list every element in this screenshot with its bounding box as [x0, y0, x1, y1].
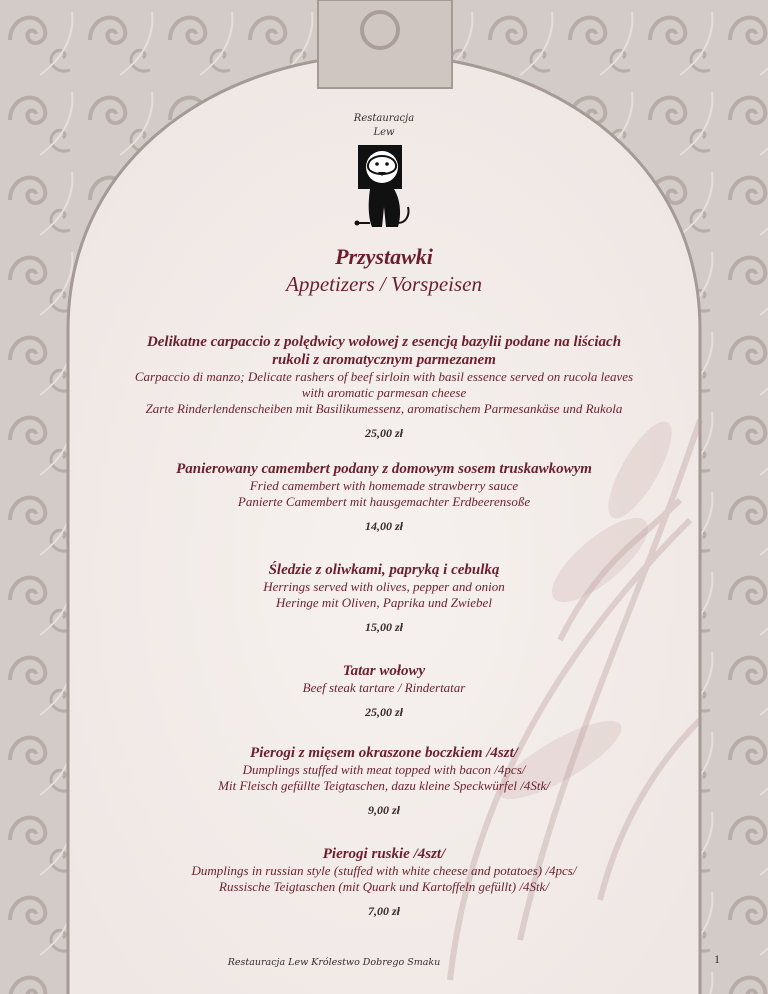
item-name-line: rukoli z aromatycznym parmezanem — [272, 352, 496, 368]
item-description — [70, 579, 698, 611]
item-desc-line: Fried camembert with homemade strawberry sauce — [249, 478, 519, 493]
item-desc-line: with aromatic parmesan cheese — [301, 385, 467, 400]
footer-text: Restauracja Lew Królestwo Dobrego Smaku — [227, 957, 441, 968]
item-name-line: Panierowany camembert podany z domowym sosem truskawkowym — [176, 461, 592, 477]
menu-item — [70, 662, 698, 720]
item-name — [70, 662, 698, 680]
item-name-line: Delikatne carpaccio z polędwicy wołowej z esencją bazylii podane na liściach — [146, 334, 622, 350]
section-subtitle: Appetizers / Vorspeisen — [286, 272, 482, 296]
item-price: 15,00 zł — [364, 620, 403, 634]
item-description — [70, 680, 698, 696]
item-description — [70, 478, 698, 510]
item-desc-line: Carpaccio di manzo; Delicate rashers of beef sirloin with basil essence served on rucola leaves — [134, 369, 634, 384]
item-desc-line: Zarte Rinderlendenscheiben mit Basilikumessenz, aromatischem Parmesankäse und Rukola — [145, 401, 623, 416]
logo-line-2: Lew — [373, 127, 395, 138]
item-price: 25,00 zł — [364, 426, 403, 440]
item-desc-line: Dumplings in russian style (stuffed with white cheese and potatoes) /4pcs/ — [191, 863, 577, 878]
item-name — [70, 333, 698, 369]
item-name — [70, 561, 698, 579]
item-description — [70, 762, 698, 794]
item-name — [70, 744, 698, 762]
footer — [70, 952, 698, 970]
section-title: Przystawki — [335, 244, 433, 269]
item-description — [70, 369, 698, 417]
menu-item — [70, 845, 698, 919]
item-name-line: Pierogi ruskie /4szt/ — [322, 846, 446, 862]
item-name-line: Śledzie z oliwkami, papryką i cebulką — [268, 562, 500, 578]
item-desc-line: Dumplings stuffed with meat topped with bacon /4pcs/ — [242, 762, 526, 777]
item-name — [70, 845, 698, 863]
logo-line-1: Restauracja — [353, 113, 415, 124]
menu-item — [70, 561, 698, 635]
menu-item — [70, 460, 698, 534]
item-name-line: Pierogi z mięsem okraszone boczkiem /4szt/ — [250, 745, 518, 761]
item-desc-line: Herrings served with olives, pepper and onion — [263, 579, 505, 594]
item-desc-line: Panierte Camembert mit hausgemachter Erdbeerensoße — [237, 494, 531, 509]
menu-page — [70, 0, 698, 994]
item-price: 14,00 zł — [364, 519, 403, 533]
item-price: 25,00 zł — [364, 705, 403, 719]
item-price: 9,00 zł — [367, 803, 400, 817]
item-desc-line: Russische Teigtaschen (mit Quark und Kartoffeln gefüllt) /4Stk/ — [219, 879, 549, 894]
lion-icon — [354, 143, 414, 231]
item-desc-line: Mit Fleisch gefüllte Teigtaschen, dazu kleine Speckwürfel /4Stk/ — [218, 778, 550, 793]
item-desc-line: Heringe mit Oliven, Paprika und Zwiebel — [276, 595, 492, 610]
item-price: 7,00 zł — [367, 904, 400, 918]
restaurant-logo-text — [70, 112, 698, 140]
item-desc-line: Beef steak tartare / Rindertatar — [302, 680, 466, 695]
item-name — [70, 460, 698, 478]
item-name-line: Tatar wołowy — [342, 663, 426, 679]
menu-item — [70, 744, 698, 818]
menu-item — [70, 333, 698, 441]
item-description — [70, 863, 698, 895]
page-number: 1 — [714, 952, 720, 966]
